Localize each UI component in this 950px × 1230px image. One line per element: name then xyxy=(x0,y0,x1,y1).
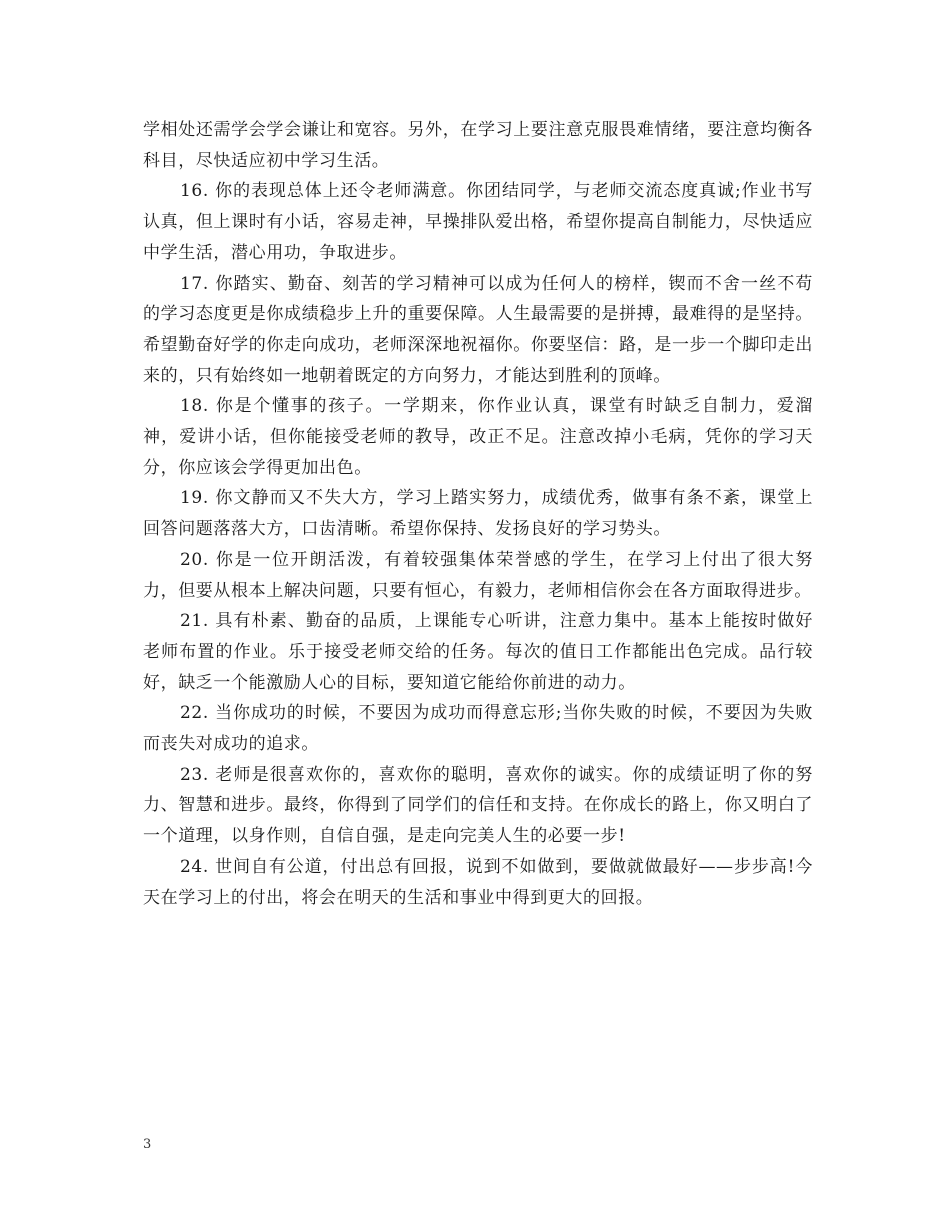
paragraph-continuation: 学相处还需学会学会谦让和宽容。另外，在学习上要注意克服畏难情绪，要注意均衡各科目，尽快适应初中学习生活。 xyxy=(143,120,813,171)
paragraph-20: 20. 你是一位开朗活泼，有着较强集体荣誉感的学生，在学习上付出了很大努力，但要从根本上解决问题，只要有恒心，有毅力，老师相信你会在各方面取得进步。 xyxy=(143,549,813,601)
paragraph-18: 18. 你是个懂事的孩子。一学期来，你作业认真，课堂有时缺乏自制力，爱溜神，爱讲小话，但你能接受老师的教导，改正不足。注意改掉小毛病，凭你的学习天分，你应该会学得更加出色。 xyxy=(143,396,813,478)
paragraph-23: 23. 老师是很喜欢你的，喜欢你的聪明，喜欢你的诚实。你的成绩证明了你的努力、智慧和进步。最终，你得到了同学们的信任和支持。在你成长的路上，你又明白了一个道理，以身作则，自信自强，是走向完美人生的必要一步! xyxy=(143,764,813,847)
paragraph-22: 22. 当你成功的时候，不要因为成功而得意忘形;当你失败的时候，不要因为失败而丧失对成功的追求。 xyxy=(143,703,813,755)
paragraph-17: 17. 你踏实、勤奋、刻苦的学习精神可以成为任何人的榜样，锲而不舍一丝不苟的学习态度更是你成绩稳步上升的重要保障。人生最需要的是拼搏，最难得的是坚持。希望勤奋好学的你走向成功，老师深深地祝福你。你要坚信：路，是一步一个脚印走出来的，只有始终如一地朝着既定的方向努力，才能达到胜利的顶峰。 xyxy=(143,273,813,386)
paragraph-21: 21. 具有朴素、勤奋的品质，上课能专心听讲，注意力集中。基本上能按时做好老师布置的作业。乐于接受老师交给的任务。每次的值日工作都能出色完成。品行较好，缺乏一个能激励人心的目标，要知道它能给你前进的动力。 xyxy=(143,611,813,693)
paragraph-24: 24. 世间自有公道，付出总有回报，说到不如做到，要做就做最好——步步高!今天在学习上的付出，将会在明天的生活和事业中得到更大的回报。 xyxy=(143,856,813,908)
paragraph-16: 16. 你的表现总体上还令老师满意。你团结同学，与老师交流态度真诚;作业书写认真，但上课时有小话，容易走神，早操排队爱出格，希望你提高自制能力，尽快适应中学生活，潜心用功，争取进步。 xyxy=(143,181,813,263)
paragraph-19: 19. 你文静而又不失大方，学习上踏实努力，成绩优秀，做事有条不紊，课堂上回答问题落落大方，口齿清晰。希望你保持、发扬良好的学习势头。 xyxy=(143,488,813,540)
document-body xyxy=(143,115,813,913)
page-number: 3 xyxy=(143,1137,152,1152)
